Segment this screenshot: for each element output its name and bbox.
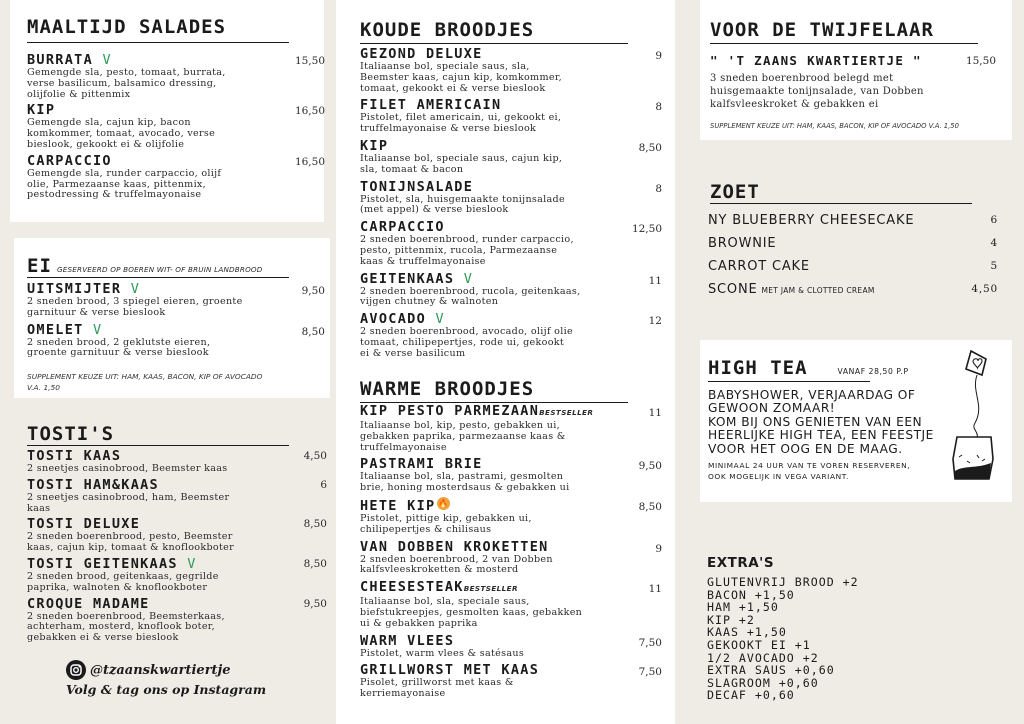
item-name: BURRATA: [27, 52, 93, 68]
menu-item: [27, 281, 325, 319]
item-description-line: Italiaanse bol, sla, speciale saus,: [360, 596, 530, 608]
item-name: CROQUE MADAME: [27, 595, 150, 612]
item-name-row: [27, 153, 325, 169]
item-price: 11: [648, 407, 662, 419]
item-name: HETE KIP: [360, 497, 436, 514]
item-description-line: truffelmayonaise: [360, 441, 447, 453]
item-price: 12,50: [631, 223, 662, 236]
item-name: FILET AMERICAIN: [360, 97, 502, 114]
supplement-note: SUPPLEMENT KEUZE UIT: HAM, KAAS, BACON, KIP OF AVOCADO V.A. 1,50: [27, 372, 263, 392]
item-name: OMELET: [27, 321, 84, 338]
item-description-line: tomaat, chilipepertjes, rode ui, gekookt: [360, 336, 565, 348]
item-name: CHEESESTEAK: [360, 579, 464, 596]
item-name-row: [27, 516, 327, 532]
item-price: 15,50: [965, 55, 996, 67]
item-description-line: gebakken paprika, parmezaanse kaas &: [360, 430, 566, 442]
item-price: 8,50: [303, 557, 327, 570]
item-price: 15,50: [294, 55, 325, 67]
menu-item: [360, 662, 662, 700]
vegetarian-badge: V: [102, 52, 112, 68]
dessert-item: [708, 278, 998, 302]
supplement-note: SUPPLEMENT KEUZE UIT: HAM, KAAS, BACON, KIP OF AVOCADO V.A. 1,50: [710, 122, 959, 130]
item-name-row: [360, 311, 662, 327]
item-name-row: [360, 179, 662, 195]
item-description-line: garnituur & verse bieslook: [27, 306, 166, 318]
extra-item: SLAGROOM +0,60: [707, 675, 819, 690]
section-title: MAALTIJD SALADES: [27, 16, 227, 38]
instagram-cta: Volg & tag ons op Instagram: [66, 682, 267, 697]
item-description-line: bieslook, gekookt ei & olijfolie: [27, 138, 185, 150]
item-description-line: groente garnituur & verse bieslook: [27, 347, 209, 359]
item-description-line: Pistolet, sla, huisgemaakte tonijnsalade: [360, 193, 565, 205]
item-name-row: [27, 52, 325, 68]
item-description-line: chilipepertjes & chilisaus: [360, 523, 492, 535]
item-description-line: 2 sneden boerenbrood, rucola, geitenkaas,: [360, 285, 581, 297]
item-description-line: verse basilicum, balsamico dressing,: [27, 77, 217, 89]
item-price: 9,50: [638, 460, 662, 473]
high-tea-text-line: BABYSHOWER, VERJAARDAG OF: [708, 388, 916, 402]
item-price: 4: [990, 237, 998, 249]
item-price: 9: [655, 542, 662, 555]
high-tea-note-line: OOK MOGELIJK IN VEGA VARIANT.: [708, 472, 849, 481]
menu-item: [27, 477, 327, 515]
item-price: 12: [648, 315, 662, 328]
divider: [27, 277, 289, 278]
item-description-line: 2 sneden brood, geitenkaas, gegrilde: [27, 570, 219, 582]
extra-item: GLUTENVRIJ BROOD +2: [707, 575, 859, 589]
item-name-row: [360, 97, 662, 113]
item-name: GEZOND DELUXE: [360, 46, 483, 62]
menu-item: [27, 516, 327, 554]
dessert-item: [708, 232, 998, 255]
item-name-row: [27, 322, 325, 338]
item-description-line: pesto, pittenmix, rucola, Parmezaanse: [360, 244, 558, 256]
item-name: NY BLUEBERRY CHEESECAKE: [708, 213, 915, 228]
item-name-row: [360, 46, 662, 62]
item-description-line: pestodressing & truffelmayonaise: [27, 189, 202, 201]
item-name-row: [360, 456, 662, 472]
item-name-row: [27, 102, 325, 118]
item-description-line: biefstukreepjes, gesmolten kaas, gebakken: [360, 606, 583, 618]
item-description-line: (met appel) & verse bieslook: [360, 204, 509, 216]
menu-item: [27, 596, 327, 644]
item-price: 7,50: [638, 666, 662, 679]
item-name-row: [27, 596, 327, 612]
item-price: 4,50: [971, 283, 998, 295]
section-warme-broodjes: [360, 378, 662, 700]
item-description-line: Italiaanse bol, sla, pastrami, gesmolten: [360, 471, 564, 483]
item-price: 8,50: [638, 500, 662, 513]
item-description-line: Italiaanse bol, kip, pesto, gebakken ui,: [360, 420, 560, 431]
item-name: CARROT CAKE: [708, 259, 810, 274]
menu-item: [360, 179, 662, 217]
item-price: 9,50: [303, 597, 327, 610]
divider: [710, 203, 972, 204]
section-title: TOSTI'S: [27, 423, 115, 445]
item-description-line: paprika, walnoten & knoflookboter: [27, 581, 208, 593]
item-description-line: huisgemaakte tonijnsalade, van Dobben: [710, 86, 924, 97]
item-name-row: [27, 448, 327, 464]
item-description-line: tomaat, gekookt ei & verse bieslook: [360, 82, 546, 94]
section-twijfelaar: [710, 19, 996, 130]
item-name-row: [360, 497, 662, 514]
item-name-row: [27, 477, 327, 493]
section-salades: [27, 16, 325, 201]
item-subtitle: MET JAM & CLOTTED CREAM: [761, 286, 875, 295]
bestseller-badge: BESTSELLER: [539, 408, 594, 417]
item-price: 8: [655, 182, 662, 195]
high-tea-note-line: MINIMAAL 24 UUR VAN TE VOREN RESERVEREN,: [708, 461, 911, 470]
menu-item: [360, 456, 662, 494]
section-title: WARME BROODJES: [360, 378, 535, 400]
dessert-item: [708, 255, 998, 278]
extra-item: HAM +1,50: [707, 600, 779, 615]
high-tea-text-line: VOOR HET OOG EN DE MAAG.: [708, 441, 903, 456]
section-extras: [707, 555, 997, 703]
item-name: TOSTI GEITENKAAS: [27, 555, 178, 572]
item-description-line: Pistolet, filet americain, ui, gekookt ei,: [360, 112, 562, 124]
section-title: HIGH TEA: [708, 357, 808, 379]
item-description-line: vijgen chutney & walnoten: [360, 296, 499, 308]
extra-item: EXTRA SAUS +0,60: [707, 663, 835, 678]
item-name: TOSTI KAAS: [27, 448, 122, 464]
vegetarian-badge: V: [463, 270, 474, 287]
instagram-block: [66, 660, 326, 697]
item-description-line: 2 sneden boerenbrood, Beemsterkaas,: [27, 610, 225, 622]
item-description-line: 2 sneden brood, 3 spiegel eieren, groente: [27, 296, 243, 307]
item-price: 6: [320, 478, 327, 491]
item-name: BROWNIE: [708, 236, 777, 251]
menu-item: [360, 403, 662, 453]
high-tea-text-line: GEWOON ZOMAAR!: [708, 401, 836, 416]
section-title: VOOR DE TWIJFELAAR: [710, 19, 934, 41]
item-name: TONIJNSALADE: [360, 178, 474, 195]
divider: [27, 445, 289, 446]
item-price: 8: [655, 101, 662, 114]
tea-bag-icon: [941, 337, 999, 489]
divider: [708, 381, 870, 382]
item-description-line: kaas: [27, 502, 51, 514]
item-price: 7,50: [638, 636, 662, 649]
menu-item: [360, 579, 662, 629]
section-high-tea: [708, 357, 1008, 481]
item-name: PASTRAMI BRIE: [360, 456, 483, 473]
item-price: 9: [655, 50, 662, 62]
menu-item: [360, 633, 662, 660]
section-zoet: [708, 181, 998, 297]
item-name-row: [360, 633, 662, 649]
item-name: CARPACCIO: [27, 152, 112, 169]
item-description-line: 2 sneetjes casinobrood, Beemster kaas: [27, 463, 228, 474]
item-description-line: Pistolet, pittige kip, gebakken ui,: [360, 512, 532, 524]
menu-item: [360, 311, 662, 359]
menu-item: [360, 46, 662, 94]
item-description-line: achterham, mosterd, knoflook boter,: [27, 621, 215, 633]
item-name: KIP: [360, 137, 389, 154]
section-koude-broodjes: [360, 19, 662, 359]
item-description-line: kaas & truffelmayonaise: [360, 255, 486, 267]
item-description-line: komkommer, tomaat, avocado, verse: [27, 128, 216, 140]
fire-icon: 🔥: [438, 498, 450, 508]
item-description-line: Gemengde sla, cajun kip, bacon: [27, 117, 191, 129]
item-price: 8,50: [638, 141, 662, 154]
section-tostis: [27, 423, 327, 644]
item-name-row: [360, 579, 662, 597]
item-name-row: [360, 271, 662, 287]
item-description-line: 2 sneden brood, 2 geklutste eieren,: [27, 336, 211, 348]
item-name-row: [27, 556, 327, 572]
item-description-line: 2 sneden boerenbrood, 2 van Dobben: [360, 553, 553, 565]
item-description-line: Gemengde sla, pesto, tomaat, burrata,: [27, 67, 226, 78]
item-description-line: Gemengde sla, runder carpaccio, olijf: [27, 167, 222, 179]
item-description-line: Italiaanse bol, speciale saus, sla,: [360, 61, 530, 72]
menu-item: [27, 322, 325, 360]
item-price: 8,50: [303, 518, 327, 531]
section-title: KOUDE BROODJES: [360, 19, 535, 41]
instagram-icon[interactable]: [66, 660, 86, 680]
item-name: VAN DOBBEN KROKETTEN: [360, 538, 549, 555]
extra-item: BACON +1,50: [707, 587, 795, 602]
item-description-line: truffelmayonaise & verse bieslook: [360, 123, 537, 135]
menu-item: [27, 102, 325, 150]
item-description-line: 2 sneetjes casinobrood, ham, Beemster: [27, 491, 230, 503]
item-name-row: [360, 539, 662, 555]
item-description-line: kalfsvleeskroket & gebakken ei: [710, 99, 879, 110]
divider: [27, 42, 289, 43]
item-description-line: kalfsvleeskroketten & mosterd: [360, 564, 519, 576]
item-price: 11: [648, 274, 662, 287]
divider: [710, 43, 978, 44]
menu-item: [27, 556, 327, 594]
item-description-line: 2 sneden boerenbrood, avocado, olijf olie: [360, 326, 573, 338]
extra-item: KAAS +1,50: [707, 625, 787, 640]
item-name: " 'T ZAANS KWARTIERTJE ": [710, 53, 922, 68]
item-name-row: [27, 281, 325, 297]
item-description-line: gebakken ei & verse bieslook: [27, 632, 179, 644]
item-description-line: 2 sneden boerenbrood, pesto, Beemster: [27, 531, 233, 543]
vegetarian-badge: V: [93, 321, 103, 338]
item-description-line: Beemster kaas, cajun kip, komkommer,: [360, 71, 562, 83]
item-name-row: [360, 138, 662, 154]
item-price: 4,50: [303, 450, 327, 462]
section-title: ZOET: [710, 181, 760, 203]
vegetarian-badge: V: [130, 281, 141, 297]
item-name-row: [360, 662, 662, 678]
item-description-line: olijfolie & pittenmix: [27, 88, 131, 100]
item-name: GRILLWORST MET KAAS: [360, 662, 540, 679]
menu-item: [360, 539, 662, 577]
extra-item: DECAF +0,60: [707, 688, 795, 703]
item-description-line: Italiaanse bol, speciale saus, cajun kip,: [360, 152, 563, 164]
item-description-line: Pistolet, warm vlees & satésaus: [360, 647, 525, 659]
item-description-line: ei & verse basilicum: [360, 347, 466, 359]
item-description-line: kerriemayonaise: [360, 688, 446, 700]
twijfelaar-item: [710, 53, 996, 111]
menu-item: [360, 219, 662, 267]
item-description-line: olie, Parmezaanse kaas, pittenmix,: [27, 178, 206, 190]
item-price: 11: [648, 583, 662, 596]
item-name: KIP PESTO PARMEZAAN: [360, 403, 540, 419]
item-name: WARM VLEES: [360, 632, 455, 649]
item-price: 5: [990, 260, 998, 272]
item-price: 16,50: [294, 155, 325, 168]
item-name-row: [360, 403, 662, 421]
menu-item: [360, 497, 662, 536]
item-name: TOSTI HAM&KAAS: [27, 476, 159, 493]
item-name: AVOCADO: [360, 311, 426, 328]
extra-item: 1/2 AVOCADO +2: [707, 650, 819, 665]
extra-item: GEKOOKT EI +1: [707, 637, 811, 652]
section-ei: [27, 255, 325, 392]
menu-item: [27, 153, 325, 201]
item-description-line: Pisolet, grillworst met kaas &: [360, 677, 514, 689]
menu-item: [27, 52, 325, 100]
item-name: TOSTI DELUXE: [27, 516, 141, 533]
high-tea-text-line: HEERLIJKE HIGH TEA, EEN FEESTJE: [708, 428, 934, 443]
item-description-line: sla, tomaat & bacon: [360, 163, 464, 175]
item-name: GEITENKAAS: [360, 270, 455, 287]
extra-item: KIP +2: [707, 612, 755, 627]
menu-item: [27, 448, 327, 475]
item-name: UITSMIJTER: [27, 281, 122, 297]
dessert-item: [708, 209, 998, 232]
vegetarian-badge: V: [435, 311, 445, 328]
item-description-line: brie, honing mosterdsaus & gebakken ui: [360, 482, 570, 494]
menu-item: [360, 271, 662, 309]
menu-item: [360, 138, 662, 176]
item-description-line: 2 sneden boerenbrood, runder carpaccio,: [360, 234, 574, 246]
item-price: 6: [990, 214, 998, 226]
item-price: 16,50: [294, 105, 325, 118]
instagram-handle[interactable]: @tzaanskwartiertje: [90, 662, 231, 678]
item-price: 9,50: [301, 285, 325, 297]
high-tea-price: VANAF 28,50 P.P: [837, 367, 909, 376]
item-name: KIP: [27, 102, 56, 119]
item-name: CARPACCIO: [360, 219, 445, 236]
item-description-line: 3 sneden boerenbrood belegd met: [710, 73, 894, 84]
section-title: EXTRA'S: [707, 555, 775, 571]
menu-item: [360, 97, 662, 135]
section-subtitle: GESERVEERD OP BOEREN WIT- OF BRUIN LANDBROOD: [56, 265, 263, 274]
item-price: 8,50: [301, 325, 325, 338]
divider: [360, 43, 628, 44]
item-description-line: kaas, cajun kip, tomaat & knoflookboter: [27, 542, 235, 554]
item-description-line: ui & gebakken paprika: [360, 617, 478, 629]
item-name-row: [360, 219, 662, 235]
high-tea-text-line: KOM BIJ ONS GENIETEN VAN EEN: [708, 414, 923, 429]
item-name: SCONE: [708, 282, 758, 297]
section-title: EI: [27, 255, 52, 277]
vegetarian-badge: V: [187, 555, 197, 572]
bestseller-badge: BESTSELLER: [463, 584, 518, 594]
